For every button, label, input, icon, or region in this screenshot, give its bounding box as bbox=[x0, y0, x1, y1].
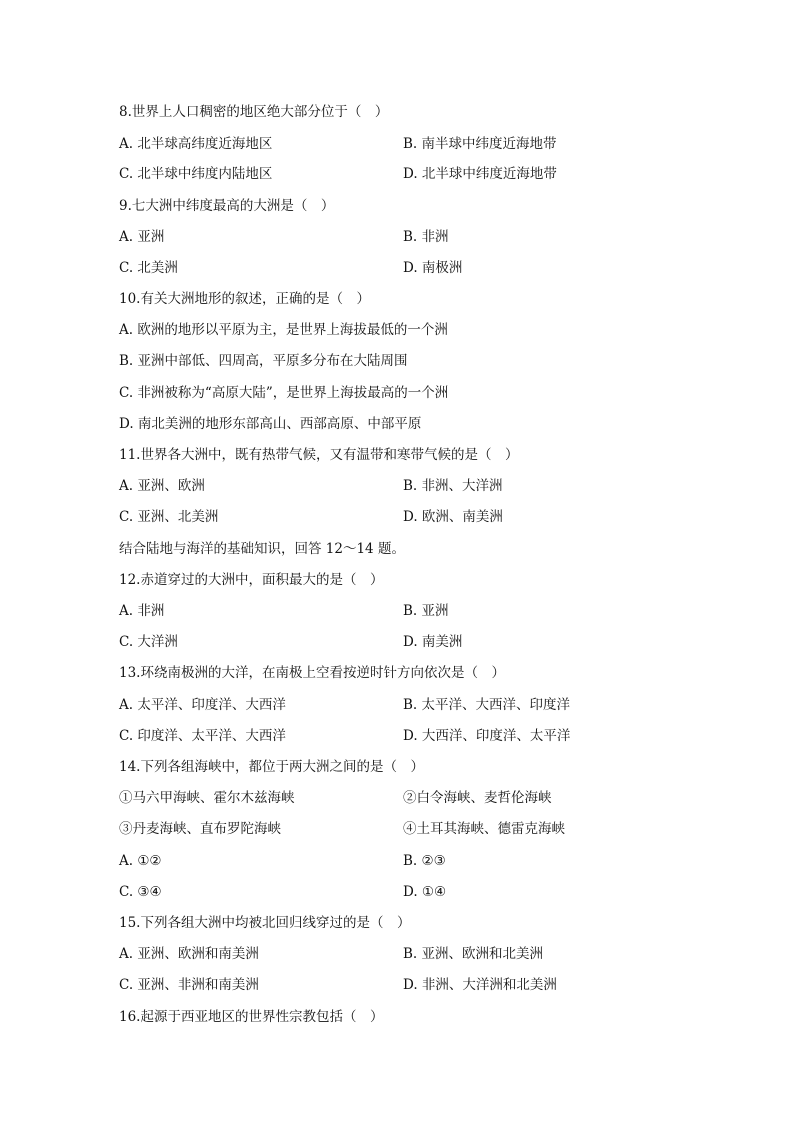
question-12-stem: 12.赤道穿过的大洲中，面积最大的是（ ） bbox=[119, 572, 384, 588]
question-13-option-b: B. 太平洋、大西洋、印度洋 bbox=[403, 697, 571, 713]
question-16-stem: 16.起源于西亚地区的世界性宗教包括（ ） bbox=[119, 1009, 384, 1025]
question-9-option-b: B. 非洲 bbox=[403, 229, 449, 245]
question-13-stem: 13.环绕南极洲的大洋，在南极上空看按逆时针方向依次是（ ） bbox=[119, 665, 505, 681]
question-12-option-d: D. 南美洲 bbox=[403, 634, 463, 650]
question-14-item-4: ④土耳其海峡、德雷克海峡 bbox=[403, 821, 565, 837]
question-15-option-a: A. 亚洲、欧洲和南美洲 bbox=[119, 946, 259, 962]
question-14-stem: 14.下列各组海峡中，都位于两大洲之间的是（ ） bbox=[119, 759, 424, 775]
question-10-option-a: A. 欧洲的地形以平原为主，是世界上海拔最低的一个洲 bbox=[119, 322, 448, 338]
question-14-item-2: ②白令海峡、麦哲伦海峡 bbox=[403, 790, 552, 806]
question-8-option-a: A. 北半球高纬度近海地区 bbox=[119, 136, 273, 152]
question-9-option-a: A. 亚洲 bbox=[119, 229, 165, 245]
question-14-option-b: B. ②③ bbox=[403, 853, 446, 869]
group-instruction: 结合陆地与海洋的基础知识，回答 12～14 题。 bbox=[119, 541, 405, 557]
question-10-stem: 10.有关大洲地形的叙述，正确的是（ ） bbox=[119, 291, 370, 307]
question-12-option-a: A. 非洲 bbox=[119, 603, 165, 619]
question-8-option-d: D. 北半球中纬度近海地带 bbox=[403, 166, 557, 182]
question-14-option-d: D. ①④ bbox=[403, 884, 447, 900]
question-14-option-a: A. ①② bbox=[119, 853, 162, 869]
question-10-option-d: D. 南北美洲的地形东部高山、西部高原、中部平原 bbox=[119, 416, 422, 432]
question-11-option-c: C. 亚洲、北美洲 bbox=[119, 509, 219, 525]
question-11-stem: 11.世界各大洲中，既有热带气候，又有温带和寒带气候的是（ ） bbox=[119, 447, 519, 463]
question-15-stem: 15.下列各组大洲中均被北回归线穿过的是（ ） bbox=[119, 915, 411, 931]
question-14-option-c: C. ③④ bbox=[119, 884, 162, 900]
question-14-item-1: ①马六甲海峡、霍尔木兹海峡 bbox=[119, 790, 295, 806]
question-11-option-b: B. 非洲、大洋洲 bbox=[403, 478, 503, 494]
question-12-option-c: C. 大洋洲 bbox=[119, 634, 178, 650]
question-10-option-c: C. 非洲被称为“高原大陆”，是世界上海拔最高的一个洲 bbox=[119, 385, 449, 401]
question-11-option-d: D. 欧洲、南美洲 bbox=[403, 509, 503, 525]
question-15-option-d: D. 非洲、大洋洲和北美洲 bbox=[403, 977, 557, 993]
question-13-option-d: D. 大西洋、印度洋、太平洋 bbox=[403, 728, 571, 744]
question-11-option-a: A. 亚洲、欧洲 bbox=[119, 478, 205, 494]
question-10-option-b: B. 亚洲中部低、四周高，平原多分布在大陆周围 bbox=[119, 353, 408, 369]
question-15-option-b: B. 亚洲、欧洲和北美洲 bbox=[403, 946, 544, 962]
question-13-option-a: A. 太平洋、印度洋、大西洋 bbox=[119, 697, 286, 713]
question-14-item-3: ③丹麦海峡、直布罗陀海峡 bbox=[119, 821, 281, 837]
question-9-option-d: D. 南极洲 bbox=[403, 260, 463, 276]
question-8-option-b: B. 南半球中纬度近海地带 bbox=[403, 136, 557, 152]
question-8-stem: 8.世界上人口稠密的地区绝大部分位于（ ） bbox=[119, 104, 389, 120]
question-9-option-c: C. 北美洲 bbox=[119, 260, 178, 276]
question-12-option-b: B. 亚洲 bbox=[403, 603, 449, 619]
question-15-option-c: C. 亚洲、非洲和南美洲 bbox=[119, 977, 259, 993]
question-8-option-c: C. 北半球中纬度内陆地区 bbox=[119, 166, 273, 182]
question-13-option-c: C. 印度洋、太平洋、大西洋 bbox=[119, 728, 286, 744]
question-9-stem: 9.七大洲中纬度最高的大洲是（ ） bbox=[119, 198, 335, 214]
